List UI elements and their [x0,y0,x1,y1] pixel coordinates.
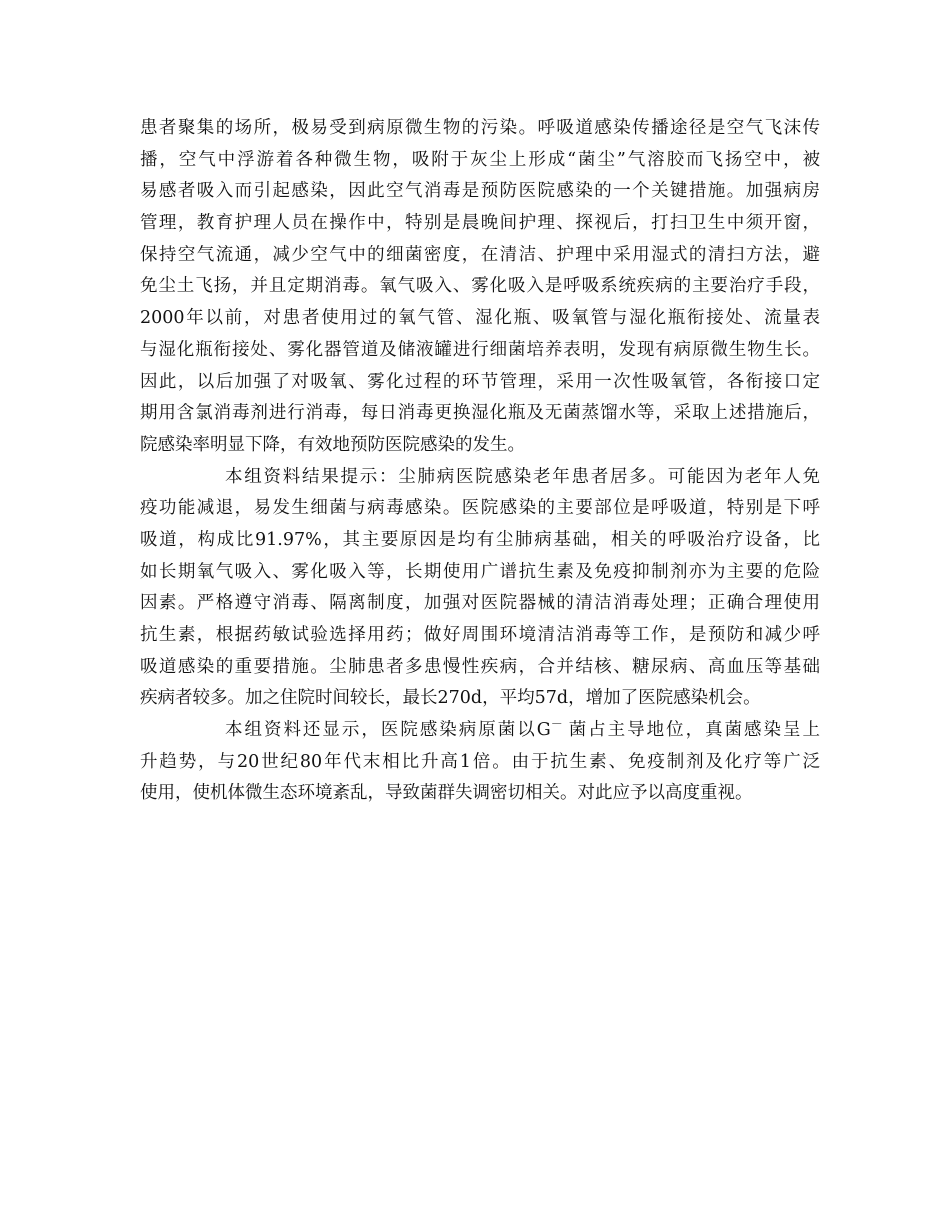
paragraph-line: 保持空气流通，减少空气中的细菌密度，在清洁、护理中采用湿式的清扫方法，避 [140,244,820,265]
paragraph-line: 与湿化瓶衔接处、雾化器管道及储液罐进行细菌培养表明，发现有病原微生物生长。 [140,339,820,360]
paragraph-2 [140,462,820,716]
paragraph-line: 院感染率明显下降，有效地预防医院感染的发生。 [140,434,525,455]
paragraph-first-line [140,715,820,747]
paragraph-line: 疾病者较多。加之住院时间较长，最长270d，平均57d，增加了医院感染机会。 [140,688,761,709]
paragraph-line: 吸道，构成比91.97%，其主要原因是均有尘肺病基础，相关的呼吸治疗设备，比 [140,529,820,550]
paragraph-line: 管理，教育护理人员在操作中，特别是晨晚间护理、探视后，打扫卫生中须开窗， [140,213,820,234]
body-text [140,113,820,810]
paragraph-line: 患者聚集的场所，极易受到病原微生物的污染。呼吸道感染传播途径是空气飞沫传 [140,118,820,138]
line-text-after: 菌占主导地位，真菌感染呈上 [566,720,820,741]
paragraph-line: 如长期氧气吸入、雾化吸入等，长期使用广谱抗生素及免疫抑制剂亦为主要的危险 [140,561,820,582]
paragraph-1 [140,113,820,462]
paragraph-line: 期用含氯消毒剂进行消毒，每日消毒更换湿化瓶及无菌蒸馏水等，采取上述措施后， [140,403,820,424]
paragraph-line: 易感者吸入而引起感染，因此空气消毒是预防医院感染的一个关键措施。加强病房 [140,181,820,202]
paragraph-line: 抗生素，根据药敏试验选择用药；做好周围环境清洁消毒等工作，是预防和减少呼 [140,625,820,645]
superscript-minus: － [550,717,563,732]
paragraph-line: 使用，使机体微生态环境紊乱，导致菌群失调密切相关。对此应予以高度重视。 [140,783,753,804]
paragraph-line: 疫功能减退，易发生细菌与病毒感染。医院感染的主要部位是呼吸道，特别是下呼 [140,498,820,519]
paragraph-line: 吸道感染的重要措施。尘肺患者多患慢性疾病，合并结核、糖尿病、高血压等基础 [140,656,820,677]
paragraph-line: 2000年以前，对患者使用过的氧气管、湿化瓶、吸氧管与湿化瓶衔接处、流量表 [140,308,820,329]
paragraph-3 [140,715,820,810]
paragraph-line: 因素。严格遵守消毒、隔离制度，加强对医院器械的清洁消毒处理；正确合理使用 [140,593,820,614]
paragraph-first-line: 本组资料结果提示：尘肺病医院感染老年患者居多。可能因为老年人免 [225,466,820,487]
paragraph-line: 升趋势，与20世纪80年代末相比升高1倍。由于抗生素、免疫制剂及化疗等广泛 [140,751,820,772]
paragraph-line: 播，空气中浮游着各种微生物，吸附于灰尘上形成“菌尘”气溶胶而飞扬空中，被 [140,149,820,170]
paragraph-line: 免尘土飞扬，并且定期消毒。氧气吸入、雾化吸入是呼吸系统疾病的主要治疗手段， [140,276,820,297]
paragraph-line: 因此，以后加强了对吸氧、雾化过程的环节管理，采用一次性吸氧管，各衔接口定 [140,371,820,392]
line-text-before: 本组资料还显示，医院感染病原菌以G [225,720,551,741]
